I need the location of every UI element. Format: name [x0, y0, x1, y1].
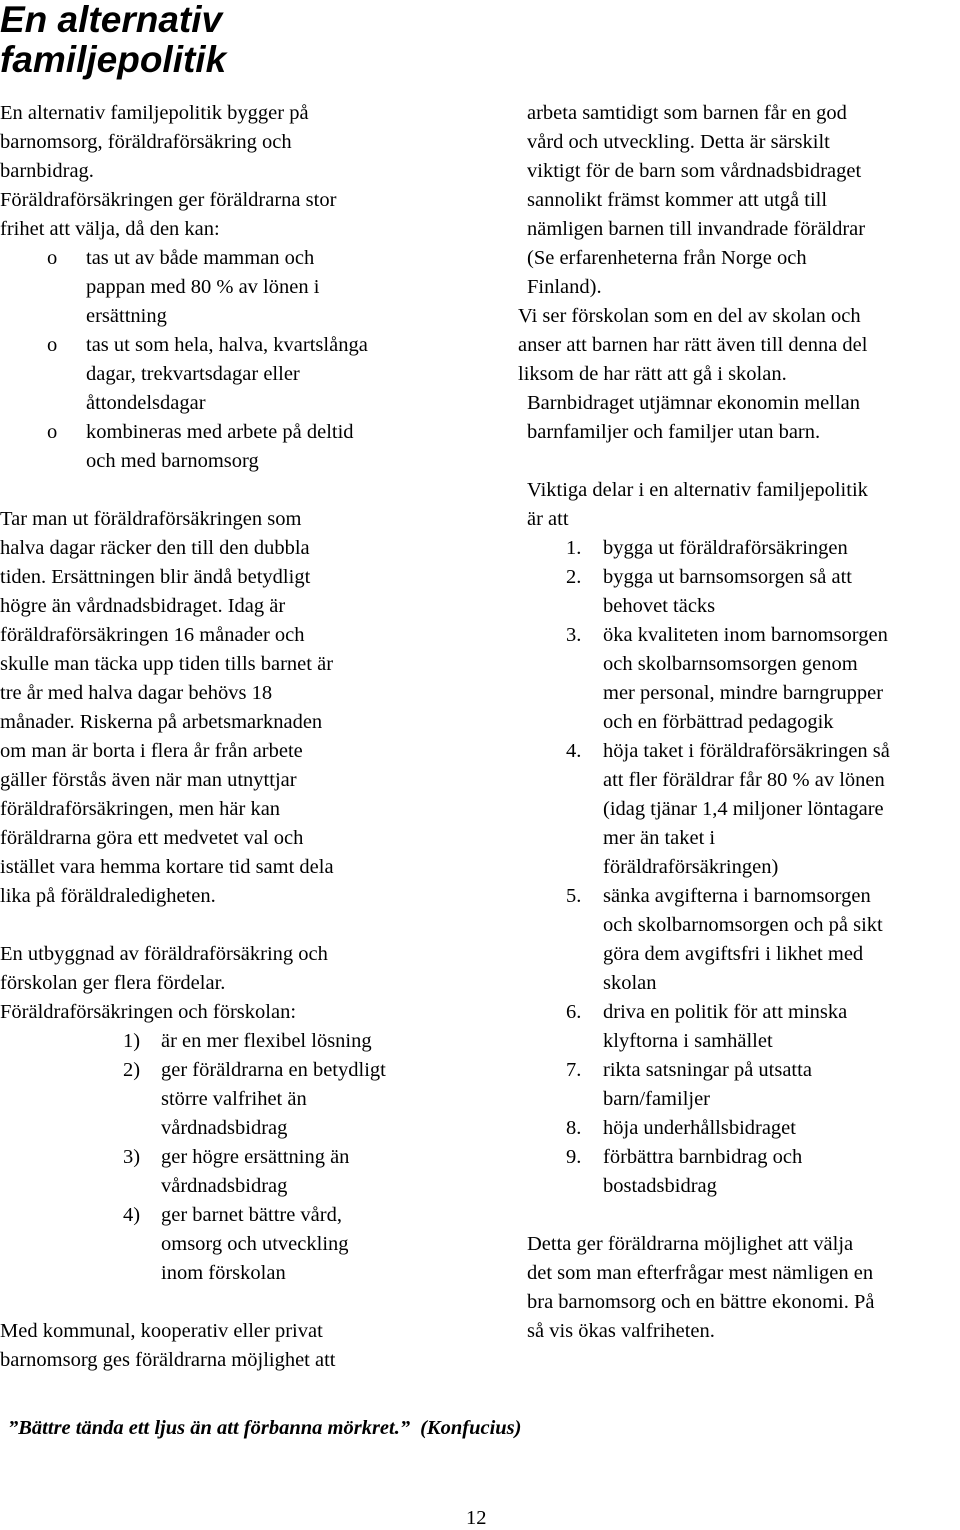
list-item: 2) ger föräldrarna en betydligt större valfrihet än vårdnadsbidrag	[0, 1056, 470, 1143]
list-item: 4) ger barnet bättre vård, omsorg och utveckling inom förskolan	[0, 1201, 470, 1288]
list-number: 2)	[123, 1059, 141, 1081]
quote-text: ”Bättre tända ett ljus än att förbanna mörkret.”	[8, 1417, 411, 1439]
list-item: 7. rikta satsningar på utsatta barn/familjer	[518, 1056, 958, 1114]
conclusion-paragraph: Detta ger föräldrarna möjlighet att välja det som man efterfrågar mest nämligen en bra barnomsorg och en bättre ekonomi. På så vis ökas valfriheten.	[527, 1233, 875, 1342]
preschool-paragraph: Vi ser förskolan som en del av skolan och anser att barnen har rätt även till denna del liksom de har rätt att gå i skolan.	[518, 305, 868, 385]
list-number: 4)	[123, 1204, 141, 1226]
list-item: 3) ger högre ersättning än vårdnadsbidrag	[0, 1143, 470, 1201]
list-number: 1.	[566, 537, 582, 559]
list-item: 1) är en mer flexibel lösning	[0, 1027, 470, 1056]
list-number: 7.	[566, 1059, 582, 1081]
list-item: 2. bygga ut barnsomsorgen så att behovet täcks	[518, 563, 958, 621]
advantages-list	[0, 1027, 470, 1288]
list-item: 3. öka kvaliteten inom barnomsorgen och skolbarnsomsorgen genom mer personal, mindre barngrupper och en förbättrad pedagogik	[518, 621, 958, 737]
list-number: 5.	[566, 885, 582, 907]
list-number: 2.	[566, 566, 582, 588]
list-item: 6. driva en politik för att minska klyftorna i samhället	[518, 998, 958, 1056]
list-number: 3.	[566, 624, 582, 646]
list-item: o tas ut som hela, halva, kvartslånga dagar, trekvartsdagar eller åttondelsdagar	[0, 331, 470, 418]
list-number: 6.	[566, 1001, 582, 1023]
advantages-paragraph: En utbyggnad av föräldraförsäkring och förskolan ger flera fördelar. Föräldraförsäkringen och förskolan:	[0, 943, 328, 1023]
continuation-paragraph: arbeta samtidigt som barnen får en god vård och utveckling. Detta är särskilt viktigt för de barn som vårdnadsbidraget sannolikt främst kommer att utgå till nämligen barnen till invandrade föräldrar (Se erfarenheterna från Norge och Finland).	[527, 102, 866, 298]
key-parts-list	[518, 534, 958, 1201]
list-number: 4.	[566, 740, 582, 762]
closing-quote	[8, 1414, 521, 1443]
list-item: 1. bygga ut föräldraförsäkringen	[518, 534, 958, 563]
page-title: En alternativ familjepolitik	[0, 0, 227, 80]
bullet-marker: o	[47, 421, 58, 443]
intro-paragraph: En alternativ familjepolitik bygger på barnomsorg, föräldraförsäkring och barnbidrag. Föräldraförsäkringen ger föräldrarna stor frihet att välja, då den kan:	[0, 102, 337, 240]
bullet-marker: o	[47, 247, 58, 269]
parental-insurance-paragraph: Tar man ut föräldraförsäkringen som halva dagar räcker den till den dubbla tiden. Ersättningen blir ändå betydligt högre än vårdnadsbidraget. Idag är föräldraförsäkringen 16 månader och skulle man täcka upp tiden tills barnet är tre år med halva dagar behövs 18 månader. Riskerna på arbetsmarknaden om man är borta i flera år från arbete gäller förstås även när man utnyttjar föräldraförsäkringen, men här kan föräldrarna göra ett medvetet val och istället vara hemma kortare tid samt dela lika på föräldraledigheten.	[0, 508, 334, 907]
list-item: 9. förbättra barnbidrag och bostadsbidrag	[518, 1143, 958, 1201]
key-parts-intro: Viktiga delar i en alternativ familjepolitik är att	[527, 479, 868, 530]
list-number: 3)	[123, 1146, 141, 1168]
childcare-paragraph: Med kommunal, kooperativ eller privat barnomsorg ges föräldrarna möjlighet att	[0, 1320, 336, 1371]
list-item: 4. höja taket i föräldraförsäkringen så att fler föräldrar får 80 % av lönen (idag tjänar 1,4 miljoner löntagare mer än taket i föräldraförsäkringen)	[518, 737, 958, 882]
list-item: 8. höja underhållsbidraget	[518, 1114, 958, 1143]
list-item: o tas ut av både mamman och pappan med 80 % av lönen i ersättning	[0, 244, 470, 331]
bullet-marker: o	[47, 334, 58, 356]
left-column	[0, 99, 470, 1375]
page-number: 12	[466, 1507, 487, 1529]
list-number: 9.	[566, 1146, 582, 1168]
child-benefit-paragraph: Barnbidraget utjämnar ekonomin mellan barnfamiljer och familjer utan barn.	[527, 392, 861, 443]
list-item: 5. sänka avgifterna i barnomsorgen och skolbarnomsorgen och på sikt göra dem avgiftsfri i likhet med skolan	[518, 882, 958, 998]
right-column	[518, 99, 958, 1346]
list-item: o kombineras med arbete på deltid och med barnomsorg	[0, 418, 470, 476]
quote-author: (Konfucius)	[420, 1417, 522, 1439]
list-number: 1)	[123, 1030, 141, 1052]
option-bullet-list	[0, 244, 470, 476]
list-number: 8.	[566, 1117, 582, 1139]
